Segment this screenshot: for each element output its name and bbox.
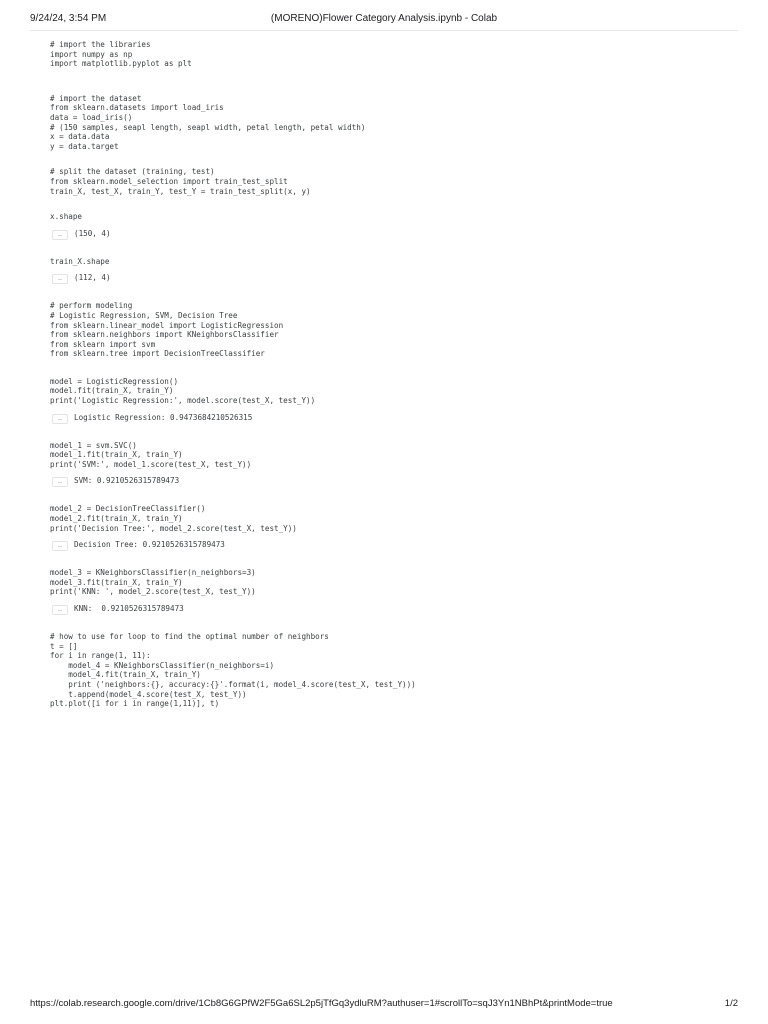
code-text[interactable]: model_2 = DecisionTreeClassifier() model_2.fit(train_X, train_Y) print('Decision Tree:', model_2.score(test_X, test_Y)) xyxy=(50,504,297,533)
code-text[interactable]: # split the dataset (training, test) from sklearn.model_selection import train_test_split train_X, test_X, train_Y, test_Y = train_test_split(x, y) xyxy=(50,167,311,196)
cell-output xyxy=(50,476,730,489)
cell-output xyxy=(50,540,730,553)
code-cell-model-imports[interactable] xyxy=(50,301,730,359)
code-cell-dataset[interactable] xyxy=(50,94,730,152)
cell-output xyxy=(50,229,730,242)
output-indicator-icon[interactable]: … xyxy=(52,605,68,615)
code-cell-neighbors-loop[interactable] xyxy=(50,632,730,709)
cell-output xyxy=(50,273,730,286)
code-cell-decision-tree[interactable] xyxy=(50,504,730,553)
output-text: Decision Tree: 0.9210526315789473 xyxy=(74,540,225,550)
output-indicator-icon[interactable]: … xyxy=(52,414,68,424)
page-number: 1/2 xyxy=(724,998,738,1009)
code-text[interactable]: model_1 = svm.SVC() model_1.fit(train_X, train_Y) print('SVM:', model_1.score(test_X, test_Y)) xyxy=(50,440,252,469)
code-text[interactable]: train_X.shape xyxy=(50,256,110,266)
code-text[interactable]: # import the libraries import numpy as np import matplotlib.pyplot as plt xyxy=(50,40,192,69)
output-text: SVM: 0.9210526315789473 xyxy=(74,476,180,486)
output-indicator-icon[interactable]: … xyxy=(52,274,68,284)
code-text[interactable]: x.shape xyxy=(50,212,83,222)
cell-output xyxy=(50,604,730,617)
code-text[interactable]: # how to use for loop to find the optimal number of neighbors t = [] for i in range(1, 11): model_4 = KNeighborsClassifier(n_neighbors=i) model_4.fit(train_X, train_Y) print ('neighbors:{}, accuracy:{}'.format(i, model_4.score(test_X, test_Y))) t.append(model_4.score(test_X, test_Y)) plt.plot([i for i in range(1,11)], t) xyxy=(50,632,416,709)
code-cell-split[interactable] xyxy=(50,167,730,196)
print-datetime: 9/24/24, 3:54 PM xyxy=(30,13,107,24)
code-cell-knn[interactable] xyxy=(50,568,730,617)
print-header xyxy=(30,13,738,27)
code-text[interactable]: # import the dataset from sklearn.datasets import load_iris data = load_iris() # (150 samples, seapl length, seapl width, petal length, petal width) x = data.data y = data.target xyxy=(50,93,366,151)
output-indicator-icon[interactable]: … xyxy=(52,477,68,487)
code-cell-logistic-regression[interactable] xyxy=(50,377,730,426)
output-text: (112, 4) xyxy=(74,273,111,283)
code-cell-train-shape[interactable] xyxy=(50,257,730,287)
notebook-title: (MORENO)Flower Category Analysis.ipynb - Colab xyxy=(270,13,498,24)
header-divider xyxy=(30,30,738,31)
output-indicator-icon[interactable]: … xyxy=(52,230,68,240)
cell-output xyxy=(50,413,730,426)
code-cell-x-shape[interactable] xyxy=(50,212,730,242)
output-text: (150, 4) xyxy=(74,228,111,238)
code-cell-svm[interactable] xyxy=(50,441,730,490)
output-text: Logistic Regression: 0.9473684210526315 xyxy=(74,412,253,422)
print-footer xyxy=(30,998,738,1012)
code-text[interactable]: # perform modeling # Logistic Regression, SVM, Decision Tree from sklearn.linear_model import LogisticRegression from sklearn.neighbors import KNeighborsClassifier from sklearn import svm from sklearn.tree import DecisionTreeClassifier xyxy=(50,301,284,359)
page-url: https://colab.research.google.com/drive/1Cb8G6GPfW2F5Ga6SL2p5jTfGq3ydluRM?authuser=1#scrollTo=sqJ3Yn1NBhPt&printMode=true xyxy=(30,998,613,1009)
code-cell-imports[interactable] xyxy=(50,40,730,69)
code-text[interactable]: model = LogisticRegression() model.fit(train_X, train_Y) print('Logistic Regression:', model.score(test_X, test_Y)) xyxy=(50,376,316,406)
code-text[interactable]: model_3 = KNeighborsClassifier(n_neighbors=3) model_3.fit(train_X, train_Y) print('KNN: ', model_2.score(test_X, test_Y)) xyxy=(50,568,256,597)
notebook-content xyxy=(50,40,730,709)
output-indicator-icon[interactable]: … xyxy=(52,541,68,551)
output-text: KNN: 0.9210526315789473 xyxy=(74,604,184,613)
